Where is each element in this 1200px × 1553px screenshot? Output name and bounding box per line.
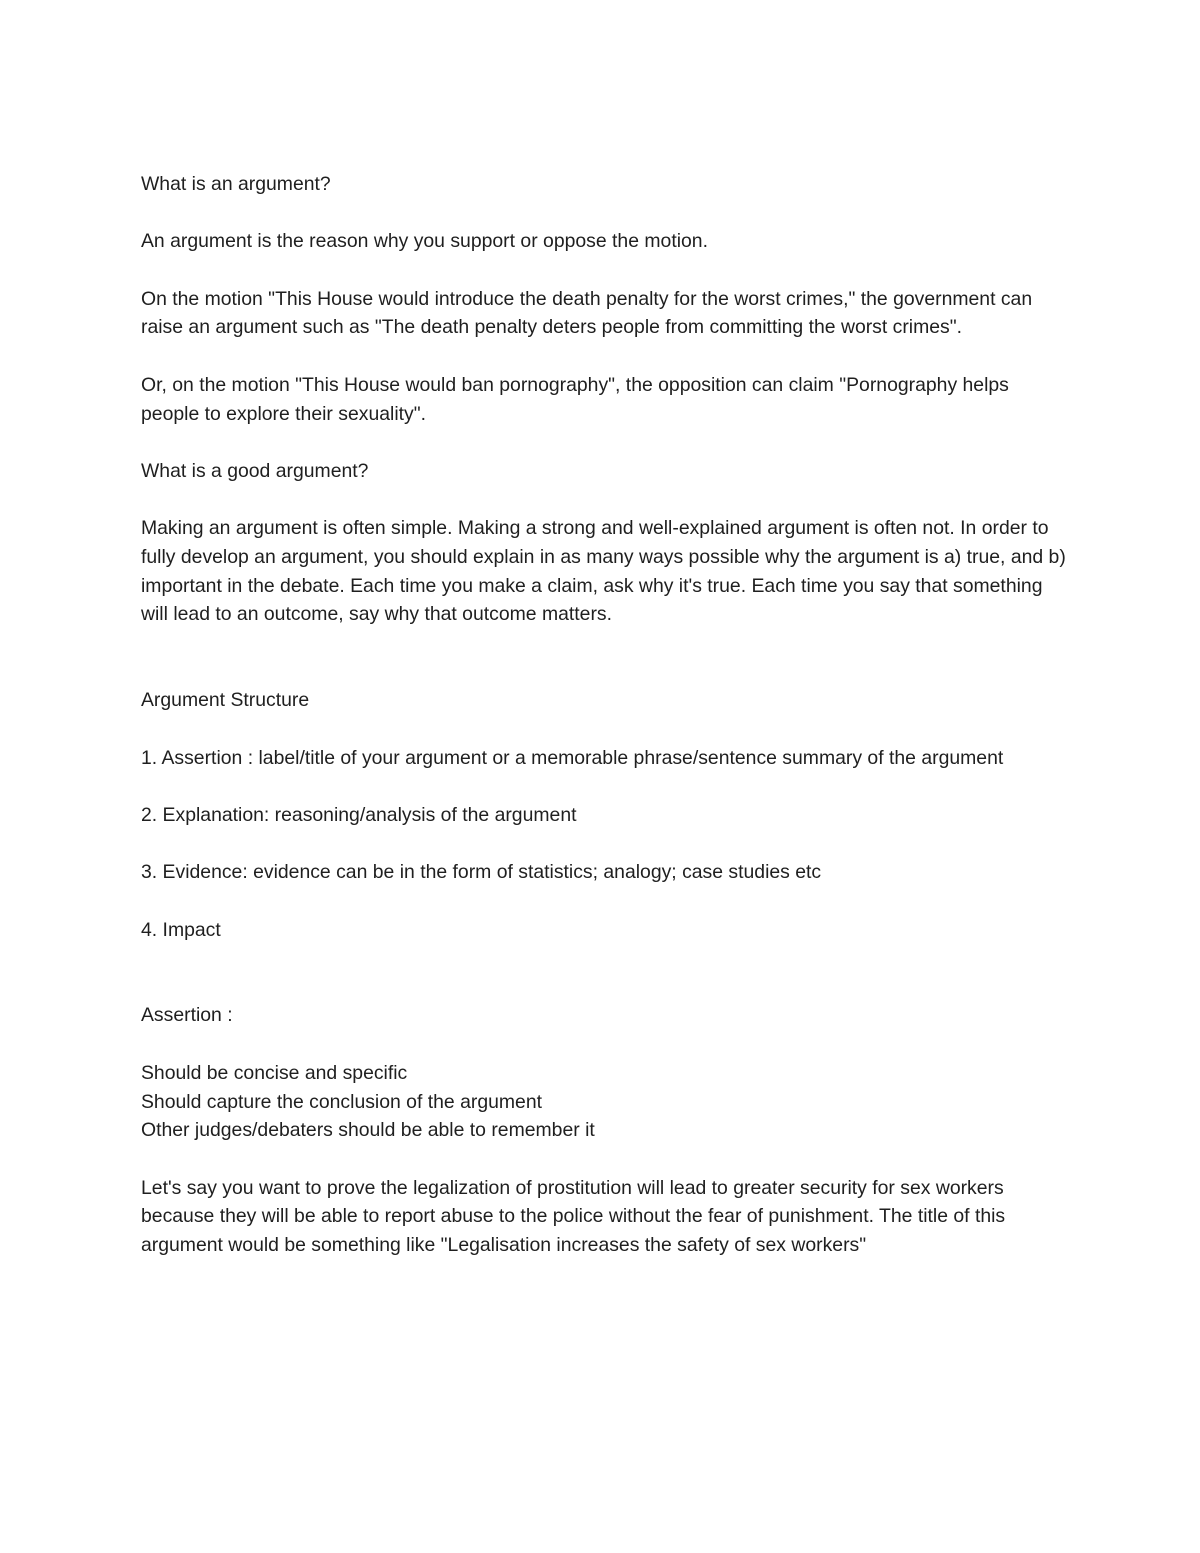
paragraph-good-argument: Making an argument is often simple. Making a strong and well-explained argument is often not. In order to fully develop an argument, you should explain in as many ways possible why the argument is a) true, and b) important in the debate. Each time you make a claim, ask why it's true. Each time you say that something will lead to an outcome, say why that outcome matters. bbox=[141, 517, 1066, 626]
paragraph-pornography-example: Or, on the motion "This House would ban pornography", the opposition can claim "Pornography helps people to explore their sexuality". bbox=[141, 373, 1009, 425]
structure-item-explanation: 2. Explanation: reasoning/analysis of the argument bbox=[141, 803, 577, 826]
structure-list bbox=[141, 744, 1066, 945]
assertion-points bbox=[141, 1059, 1066, 1145]
paragraph-death-penalty-example: On the motion "This House would introduce the death penalty for the worst crimes," the government can raise an argument such as "The death penalty deters people from committing the worst crimes". bbox=[141, 287, 1033, 339]
assertion-point-conclusion: Should capture the conclusion of the argument bbox=[141, 1090, 543, 1113]
paragraph-argument-definition: An argument is the reason why you support or oppose the motion. bbox=[141, 230, 708, 253]
assertion-point-concise: Should be concise and specific bbox=[141, 1061, 408, 1084]
heading-what-is-argument: What is an argument? bbox=[141, 173, 331, 195]
structure-item-evidence: 3. Evidence: evidence can be in the form of statistics; analogy; case studies etc bbox=[141, 861, 822, 884]
heading-good-argument: What is a good argument? bbox=[141, 459, 369, 482]
structure-item-impact: 4. Impact bbox=[141, 918, 221, 941]
heading-argument-structure: Argument Structure bbox=[141, 689, 310, 712]
structure-item-assertion: 1. Assertion : label/title of your argument or a memorable phrase/sentence summary of the argument bbox=[141, 746, 1004, 769]
paragraph-legalization-example: Let's say you want to prove the legalization of prostitution will lead to greater security for sex workers because they will be able to report abuse to the police without the fear of punishment. The title of this argument would be something like "Legalisation increases the safety of sex workers" bbox=[141, 1176, 1006, 1257]
assertion-point-memorable: Other judges/debaters should be able to remember it bbox=[141, 1119, 595, 1142]
document-body bbox=[141, 170, 1066, 1288]
heading-assertion: Assertion : bbox=[141, 1004, 233, 1027]
